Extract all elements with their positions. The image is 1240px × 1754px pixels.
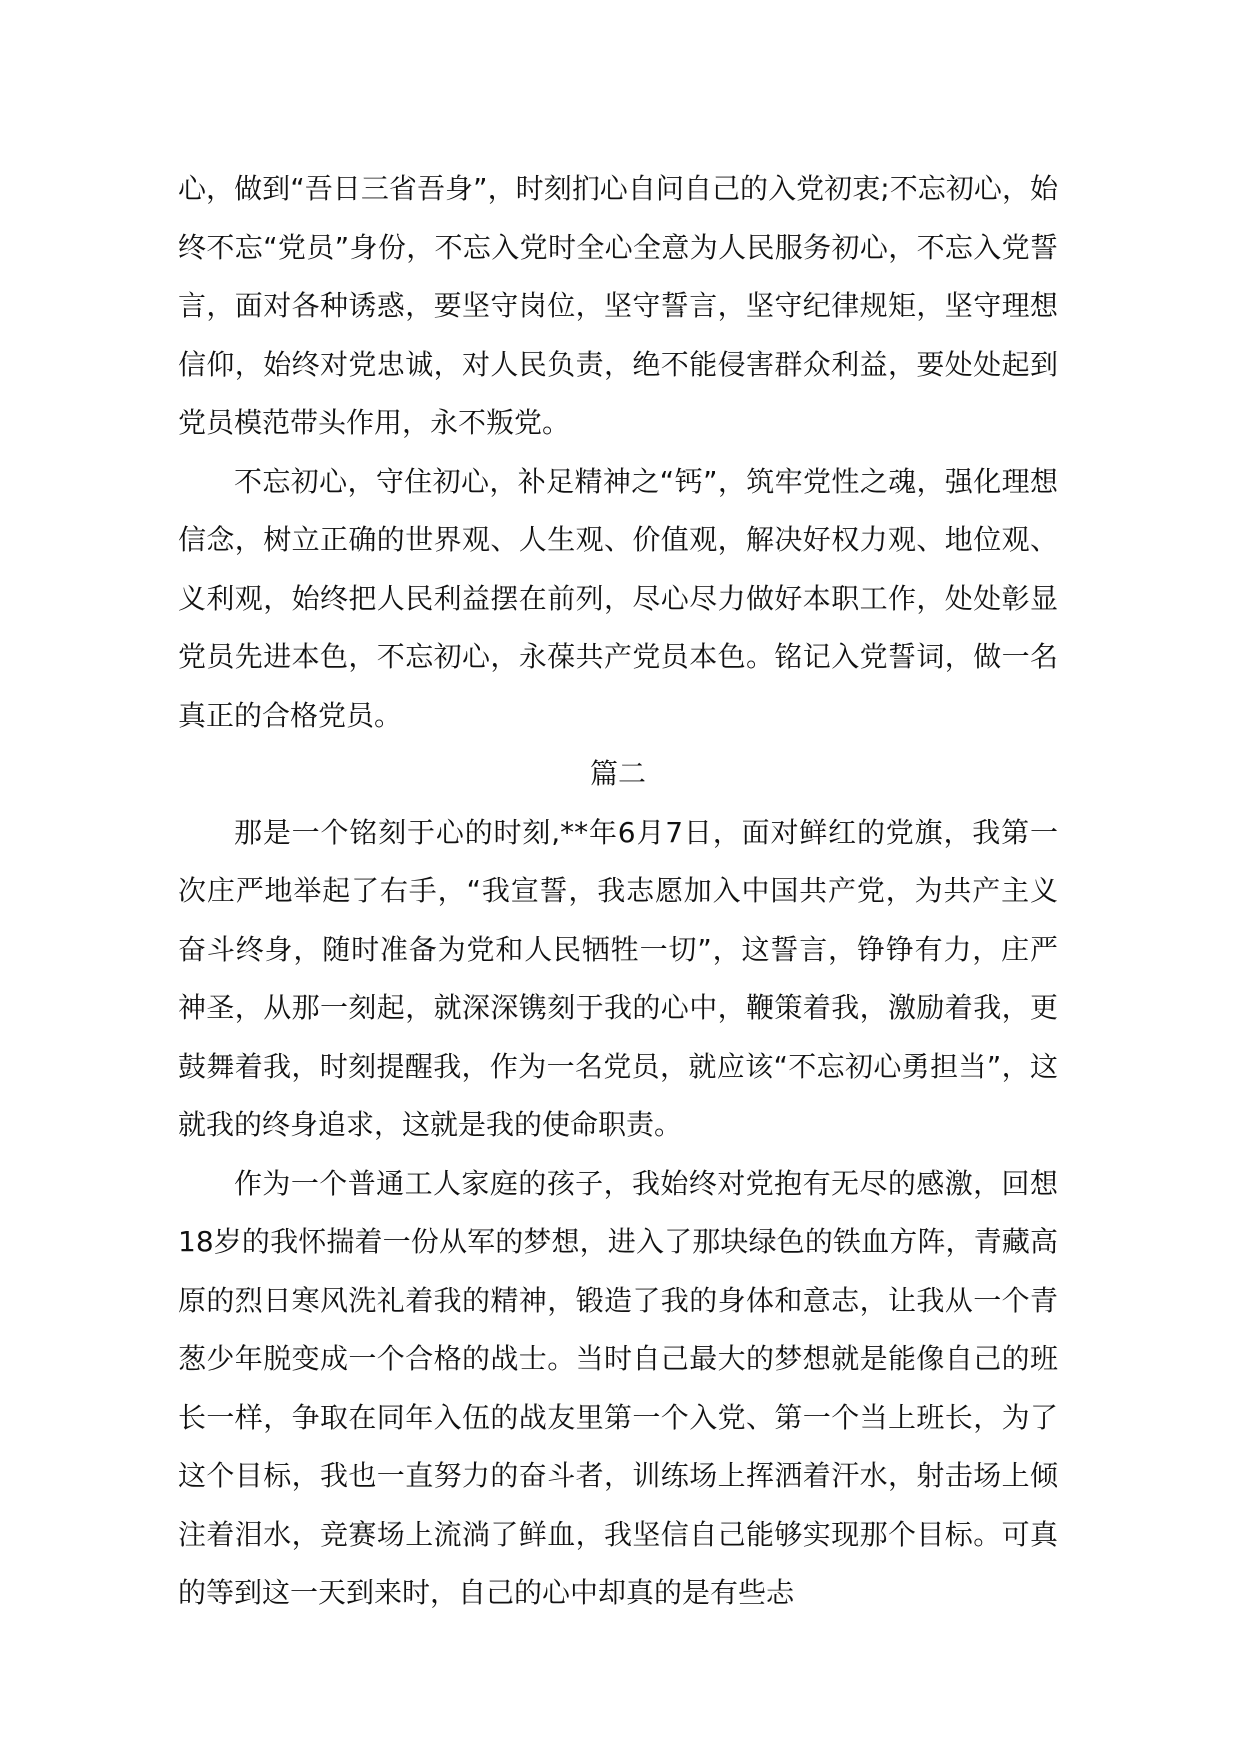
paragraph: 不忘初心，守住初心，补足精神之“钙”，筑牢党性之魂，强化理想信念，树立正确的世界观、人生观、价值观，解决好权力观、地位观、义利观，始终把人民利益摆在前列，尽心尽力做好本职工作，处处彰显党员先进本色，不忘初心，永葆共产党员本色。铭记入党誓词，做一名真正的合格党员。 — [178, 464, 1058, 732]
paragraph: 作为一个普通工人家庭的孩子，我始终对党抱有无尽的感激，回想18岁的我怀揣着一份从军的梦想，进入了那块绿色的铁血方阵，青藏高原的烈日寒风洗礼着我的精神，锻造了我的身体和意志，让我从一个青葱少年脱变成一个合格的战士。当时自己最大的梦想就是能像自己的班长一样，争取在同年入伍的战友里第一个入党、第一个当上班长，为了这个目标，我也一直努力的奋斗者，训练场上挥洒着汗水，射击场上倾注着泪水，竞赛场上流淌了鲜血，我坚信自己能够实现那个目标。可真的等到这一天到来时，自己的心中却真的是有些忐 — [178, 1166, 1058, 1609]
document-body — [178, 160, 1058, 1623]
paragraph-continuation: 心，做到“吾日三省吾身”，时刻扪心自问自己的入党初衷;不忘初心，始终不忘“党员”身份，不忘入党时全心全意为人民服务初心，不忘入党誓言，面对各种诱惑，要坚守岗位，坚守誓言，坚守纪律规矩，坚守理想信仰，始终对党忠诚，对人民负责，绝不能侵害群众利益，要处处起到党员模范带头作用，永不叛党。 — [178, 172, 1058, 439]
section-heading: 篇二 — [589, 757, 646, 790]
paragraph: 那是一个铭刻于心的时刻,**年6月7日，面对鲜红的党旗，我第一次庄严地举起了右手，“我宣誓，我志愿加入中国共产党，为共产主义奋斗终身，随时准备为党和人民牺牲一切”，这誓言，铮铮有力，庄严神圣，从那一刻起，就深深镌刻于我的心中，鞭策着我，激励着我，更鼓舞着我，时刻提醒我，作为一名党员，就应该“不忘初心勇担当”，这就我的终身追求，这就是我的使命职责。 — [178, 815, 1058, 1141]
